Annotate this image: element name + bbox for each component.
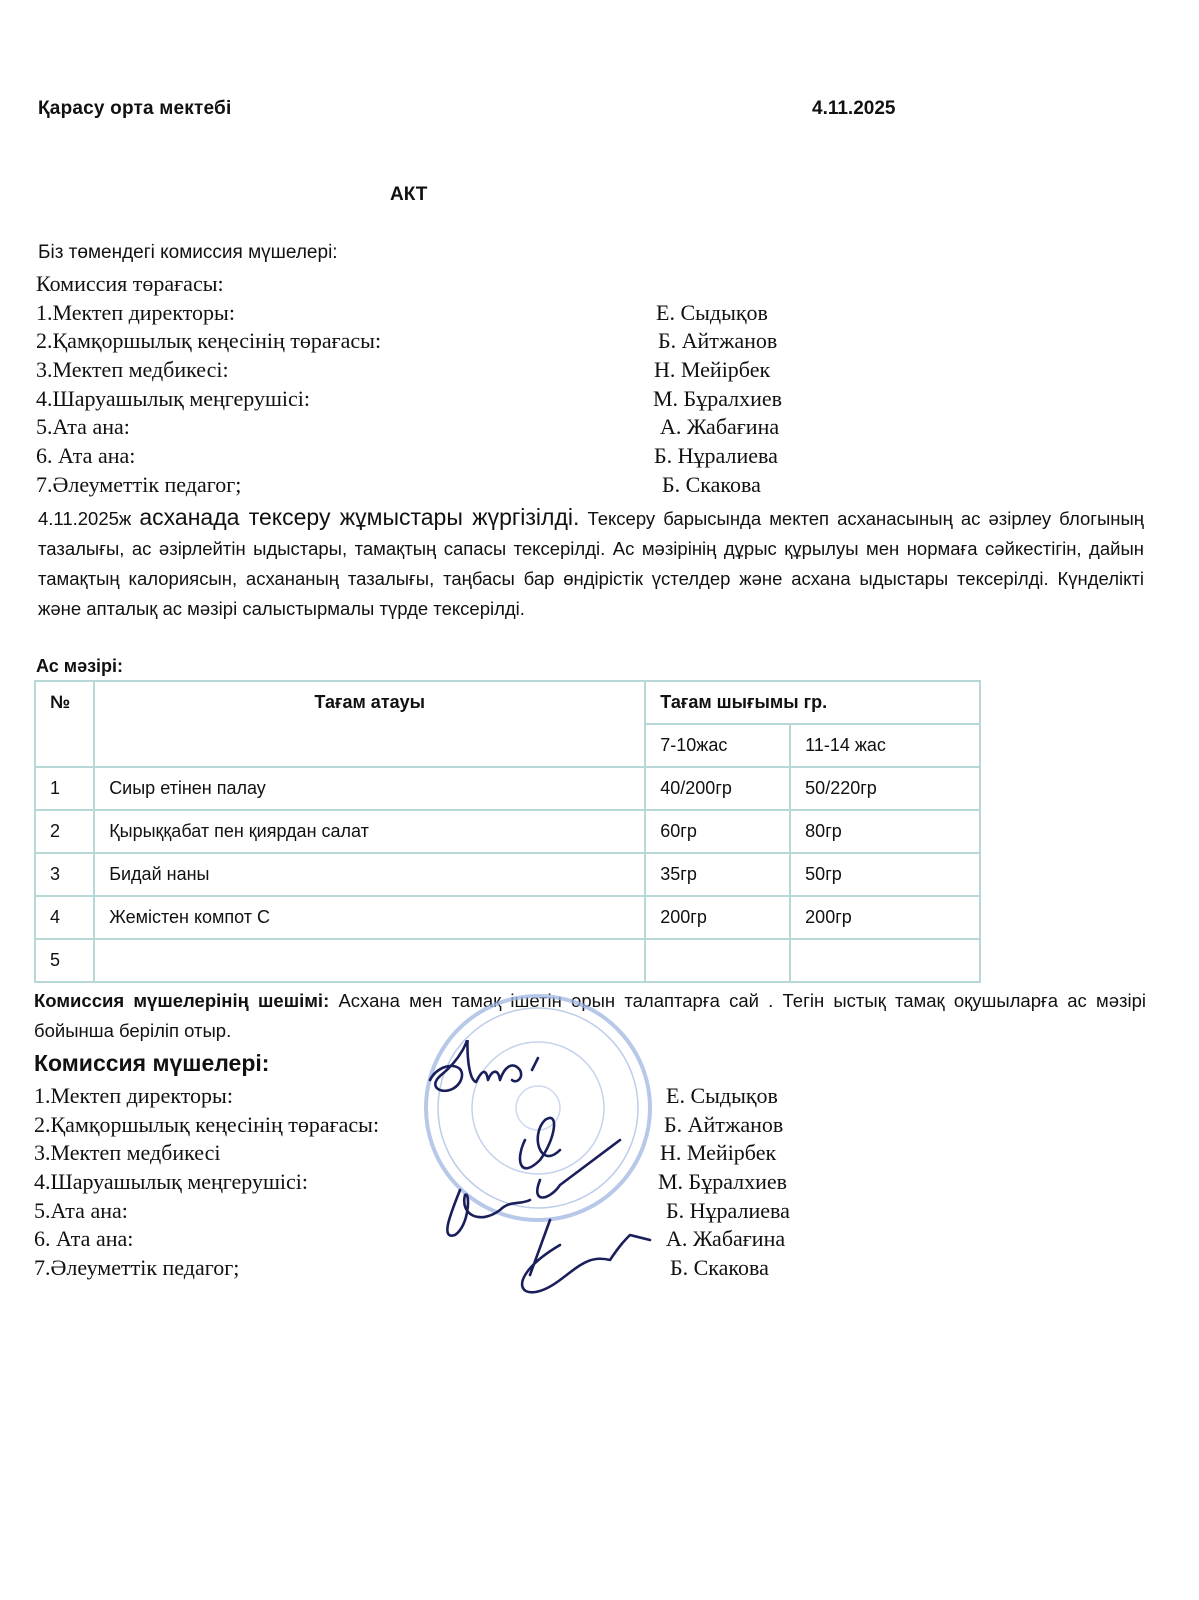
paragraph-lead: асханада тексеру жұмыстары жүргізілді.: [139, 504, 580, 530]
row-portion-b: 200гр: [790, 896, 980, 939]
row-portion-b: 50/220гр: [790, 767, 980, 810]
header-dish-name: Тағам атауы: [94, 681, 645, 767]
member-role: 2.Қамқоршылық кеңесінің төрағасы:: [34, 1111, 380, 1137]
member-role: 1.Мектеп директоры:: [34, 1083, 233, 1108]
member-role: 3.Мектеп медбикесі: [34, 1140, 221, 1166]
row-number: 1: [35, 767, 94, 810]
header-number: №: [35, 681, 94, 767]
member-role: 4.Шаруашылық меңгерушісі:: [36, 385, 311, 411]
row-portion-a: 60гр: [645, 810, 790, 853]
document-date: 4.11.2025: [812, 98, 896, 119]
member-role: 6. Ата ана:: [36, 443, 136, 469]
member-name: Б. Скакова: [662, 471, 761, 497]
member-role: 3.Мектеп медбикесі:: [36, 357, 229, 383]
member-name: Б. Айтжанов: [658, 328, 778, 354]
member-name: Н. Мейірбек: [654, 357, 771, 383]
table-row: [35, 853, 980, 896]
commission-member: [36, 442, 856, 471]
menu-table: [34, 680, 981, 983]
row-dish: [94, 939, 645, 982]
header-output: Тағам шығымы гр.: [645, 681, 980, 724]
decision-label: Комиссия мүшелерінің шешімі:: [34, 990, 330, 1011]
row-number: 3: [35, 853, 94, 896]
member-role: 2.Қамқоршылық кеңесінің төрағасы:: [36, 328, 382, 354]
commission-chair-label: [36, 270, 856, 299]
row-portion-b: 80гр: [790, 810, 980, 853]
member-name: Б. Айтжанов: [664, 1111, 784, 1137]
table-row: [35, 896, 980, 939]
paragraph-date: 4.11.2025ж: [38, 508, 132, 529]
member-role: 5.Ата ана:: [36, 414, 130, 440]
row-portion-a: 35гр: [645, 853, 790, 896]
table-header-row: [35, 681, 980, 724]
row-number: 2: [35, 810, 94, 853]
row-dish: Қырыққабат пен қиярдан салат: [94, 810, 645, 853]
member-name: Е. Сыдықов: [656, 299, 768, 325]
row-portion-a: 40/200гр: [645, 767, 790, 810]
member-name: Е. Сыдықов: [666, 1083, 778, 1108]
paragraph-body: Тексеру барысында мектеп асханасының ас әзірлеу блогының тазалығы, ас әзірлейтін ыдыстары, тамақтың сапасы тексерілді. Ас мәзірінің дұрыс құрылуы мен нормаға сәйкестігін, дайын тамақтың калориясын, асхананың тазалығы, таңбасы бар өндірістік үстелдер және асхана ыдыстары тексерілді. Күнделікті және апталық ас мәзірі салыстырмалы түрде тексерілді.: [38, 508, 1145, 619]
row-portion-a: [645, 939, 790, 982]
member-name: М. Бұралхиев: [658, 1169, 788, 1195]
header-age-7-10: 7-10жас: [645, 724, 790, 767]
commission-member: [36, 385, 856, 414]
commission-member: [36, 471, 856, 500]
signatures-title: Комиссия мүшелері:: [34, 1050, 270, 1076]
table-row: [35, 810, 980, 853]
commission-member: [36, 299, 856, 328]
member-name: Н. Мейірбек: [660, 1140, 777, 1166]
inspection-paragraph: [38, 502, 1144, 624]
member-name: А. Жабағина: [660, 414, 780, 440]
row-dish: Сиыр етінен палау: [94, 767, 645, 810]
document-title: АКТ: [390, 184, 428, 205]
row-portion-b: 50гр: [790, 853, 980, 896]
member-role: 6. Ата ана:: [34, 1226, 134, 1252]
row-dish: Бидай наны: [94, 853, 645, 896]
row-portion-b: [790, 939, 980, 982]
handwritten-signatures-icon: [420, 1040, 680, 1320]
member-role: 7.Әлеуметтік педагог;: [36, 471, 242, 497]
row-number: 5: [35, 939, 94, 982]
chair-label: Комиссия төрағасы:: [36, 271, 224, 296]
member-role: 1.Мектеп директоры:: [36, 299, 235, 325]
member-name: А. Жабағина: [666, 1226, 786, 1252]
commission-member: [36, 327, 856, 356]
member-role: 5.Ата ана:: [34, 1197, 128, 1223]
commission-member: [36, 356, 856, 385]
row-dish: Жемістен компот С: [94, 896, 645, 939]
menu-label: Ас мәзірі:: [36, 656, 124, 676]
commission-member: [36, 413, 856, 442]
table-row: [35, 767, 980, 810]
row-portion-a: 200гр: [645, 896, 790, 939]
commission-list: [36, 270, 856, 500]
header-age-11-14: 11-14 жас: [790, 724, 980, 767]
table-row: [35, 939, 980, 982]
member-name: Б. Скакова: [670, 1255, 769, 1281]
intro-text: Біз төмендегі комиссия мүшелері:: [38, 242, 338, 263]
member-role: 7.Әлеуметтік педагог;: [34, 1255, 240, 1281]
member-name: Б. Нұралиева: [666, 1197, 790, 1223]
member-name: М. Бұралхиев: [653, 385, 783, 411]
member-name: Б. Нұралиева: [654, 443, 778, 469]
row-number: 4: [35, 896, 94, 939]
decision-text: Асхана мен тамақ ішетін орын талаптарға сай . Тегін ыстық тамақ оқушыларға ас мәзірі бойынша беріліп отыр.: [34, 990, 1147, 1041]
school-name: Қарасу орта мектебі: [38, 98, 232, 119]
member-role: 4.Шаруашылық меңгерушісі:: [34, 1169, 309, 1195]
